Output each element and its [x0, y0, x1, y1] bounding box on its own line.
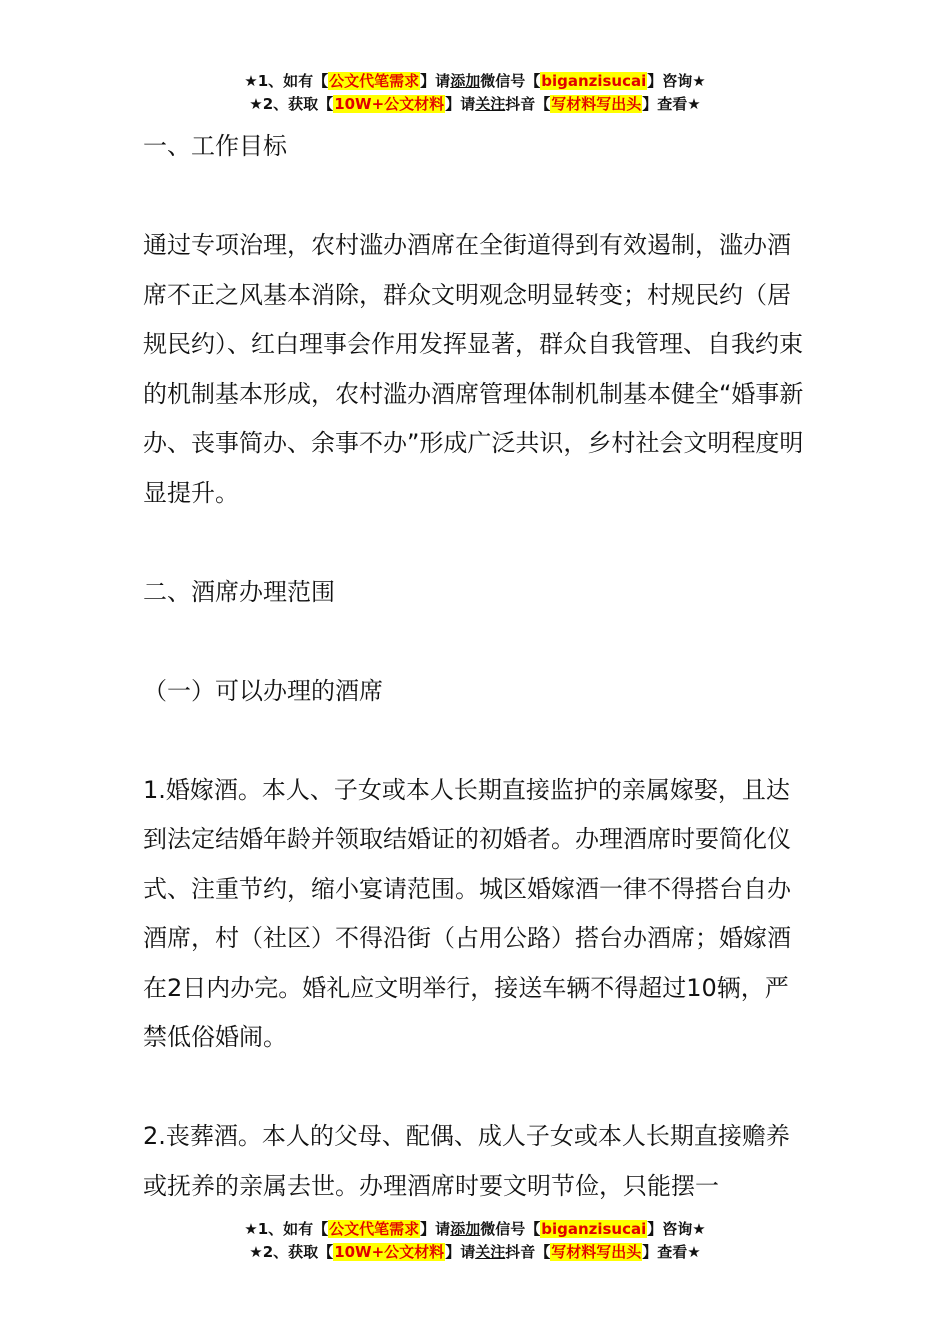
- footer-banner: [0, 1218, 950, 1264]
- banner-text: 】查看★: [642, 95, 701, 113]
- banner-underlined-text: 关注: [475, 95, 506, 113]
- banner-text: 抖音【: [505, 1243, 551, 1261]
- banner-text: ★2、获取【: [249, 1243, 334, 1261]
- spacer: [143, 617, 811, 667]
- header-banner: [0, 70, 950, 116]
- banner-text: 抖音【: [505, 95, 551, 113]
- banner-line-1: [0, 70, 950, 93]
- banner-text: ★1、如有【: [244, 1220, 329, 1238]
- spacer: [143, 518, 811, 568]
- spacer: [143, 716, 811, 766]
- banner-wechat-id: biganzisucai: [541, 72, 647, 90]
- banner-text: ★2、获取【: [249, 95, 334, 113]
- banner-text: 】咨询★: [647, 72, 706, 90]
- section-heading-goals: 一、工作目标: [143, 132, 287, 160]
- banner-underlined-text: 关注: [475, 1243, 506, 1261]
- section-heading-scope: 二、酒席办理范围: [143, 577, 335, 606]
- banner-text: 】咨询★: [647, 1220, 706, 1238]
- banner-wechat-id: biganzisucai: [541, 1220, 647, 1238]
- paragraph-goals: 通过专项治理，农村滥办酒席在全街道得到有效遏制，滥办酒席不正之风基本消除，群众文明观念明显转变；村规民约（居规民约）、红白理事会作用发挥显著，群众自我管理、自我约束的机制基本形成，农村滥办酒席管理体制机制基本健全“婚事新办、丧事简办、余事不办”形成广泛共识，乡村社会文明程度明显提升。: [143, 231, 804, 507]
- list-item-funeral: 2.丧葬酒。本人的父母、配偶、成人子女或本人长期直接赡养或抚养的亲属去世。办理酒席时要文明节俭，只能摆一: [143, 1122, 790, 1200]
- banner-douyin-id: 写材料写出头: [551, 1243, 642, 1261]
- banner-highlight: 10W+公文材料: [334, 1243, 445, 1261]
- spacer: [143, 1063, 811, 1113]
- banner-douyin-id: 写材料写出头: [551, 95, 642, 113]
- banner-text: 】请: [420, 72, 451, 90]
- banner-text: 】查看★: [642, 1243, 701, 1261]
- banner-text: 】请: [445, 1243, 476, 1261]
- banner-text: 微信号【: [480, 1220, 541, 1238]
- document-body: [143, 122, 811, 1211]
- banner-text: 】请: [420, 1220, 451, 1238]
- list-item-wedding: 1.婚嫁酒。本人、子女或本人长期直接监护的亲属嫁娶，且达到法定结婚年龄并领取结婚证的初婚者。办理酒席时要简化仪式、注重节约，缩小宴请范围。城区婚嫁酒一律不得搭台自办酒席，村（社区）不得沿街（占用公路）搭台办酒席；婚嫁酒在2日内办完。婚礼应文明举行，接送车辆不得超过10辆，严禁低俗婚闹。: [143, 775, 791, 1051]
- banner-underlined-text: 添加: [450, 72, 481, 90]
- banner-highlight: 公文代笔需求: [329, 1220, 420, 1238]
- spacer: [143, 172, 811, 222]
- banner-text: 微信号【: [480, 72, 541, 90]
- banner-line-2: [0, 93, 950, 116]
- banner-underlined-text: 添加: [450, 1220, 481, 1238]
- subheading-allowed-banquets: （一）可以办理的酒席: [143, 676, 383, 705]
- banner-highlight: 公文代笔需求: [329, 72, 420, 90]
- banner-text: 】请: [445, 95, 476, 113]
- banner-line-2: [0, 1241, 950, 1264]
- banner-highlight: 10W+公文材料: [334, 95, 445, 113]
- banner-line-1: [0, 1218, 950, 1241]
- banner-text: ★1、如有【: [244, 72, 329, 90]
